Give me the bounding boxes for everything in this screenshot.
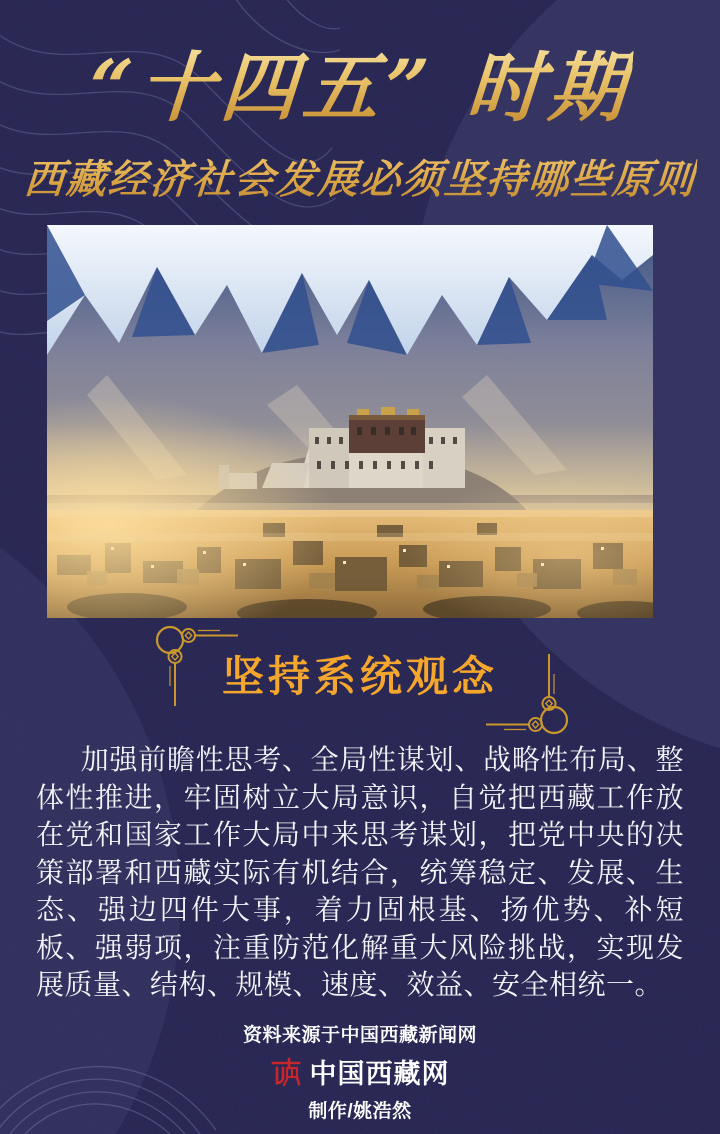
- section-title: 坚持系统观念: [221, 653, 498, 700]
- tibet-net-logo-icon: [271, 1057, 301, 1087]
- source-line: 资料来源于中国西藏新闻网: [242, 1025, 477, 1046]
- lhasa-photo-art: [47, 225, 653, 618]
- page-subtitle-text: 西藏经济社会发展必须坚持哪些原则: [22, 152, 698, 208]
- ornament-left-icon: [150, 620, 240, 710]
- page-title-text: “十四五” 时期: [86, 38, 635, 138]
- ornament-right-icon: [484, 650, 574, 740]
- brand-row: [0, 1052, 720, 1091]
- body-paragraph: 加强前瞻性思考、全局性谋划、战略性布局、整体性推进，牢固树立大局意识，自觉把西藏工作放在党和国家工作大局中来思考谋划，把党中央的决策部署和西藏实际有机结合，统筹稳定、发展、生态、强边四件大事，着力固根基、扬优势、补短板、强弱项，注重防范化解重大风险挑战，实现发展质量、结构、规模、速度、效益、安全相统一。: [36, 745, 684, 1001]
- page-subtitle: [0, 152, 720, 208]
- brand-name: 中国西藏网: [309, 1059, 450, 1089]
- credit-line: 制作/姚浩然: [308, 1101, 412, 1122]
- lhasa-potala-photo: [47, 225, 653, 618]
- page-title: [0, 38, 720, 138]
